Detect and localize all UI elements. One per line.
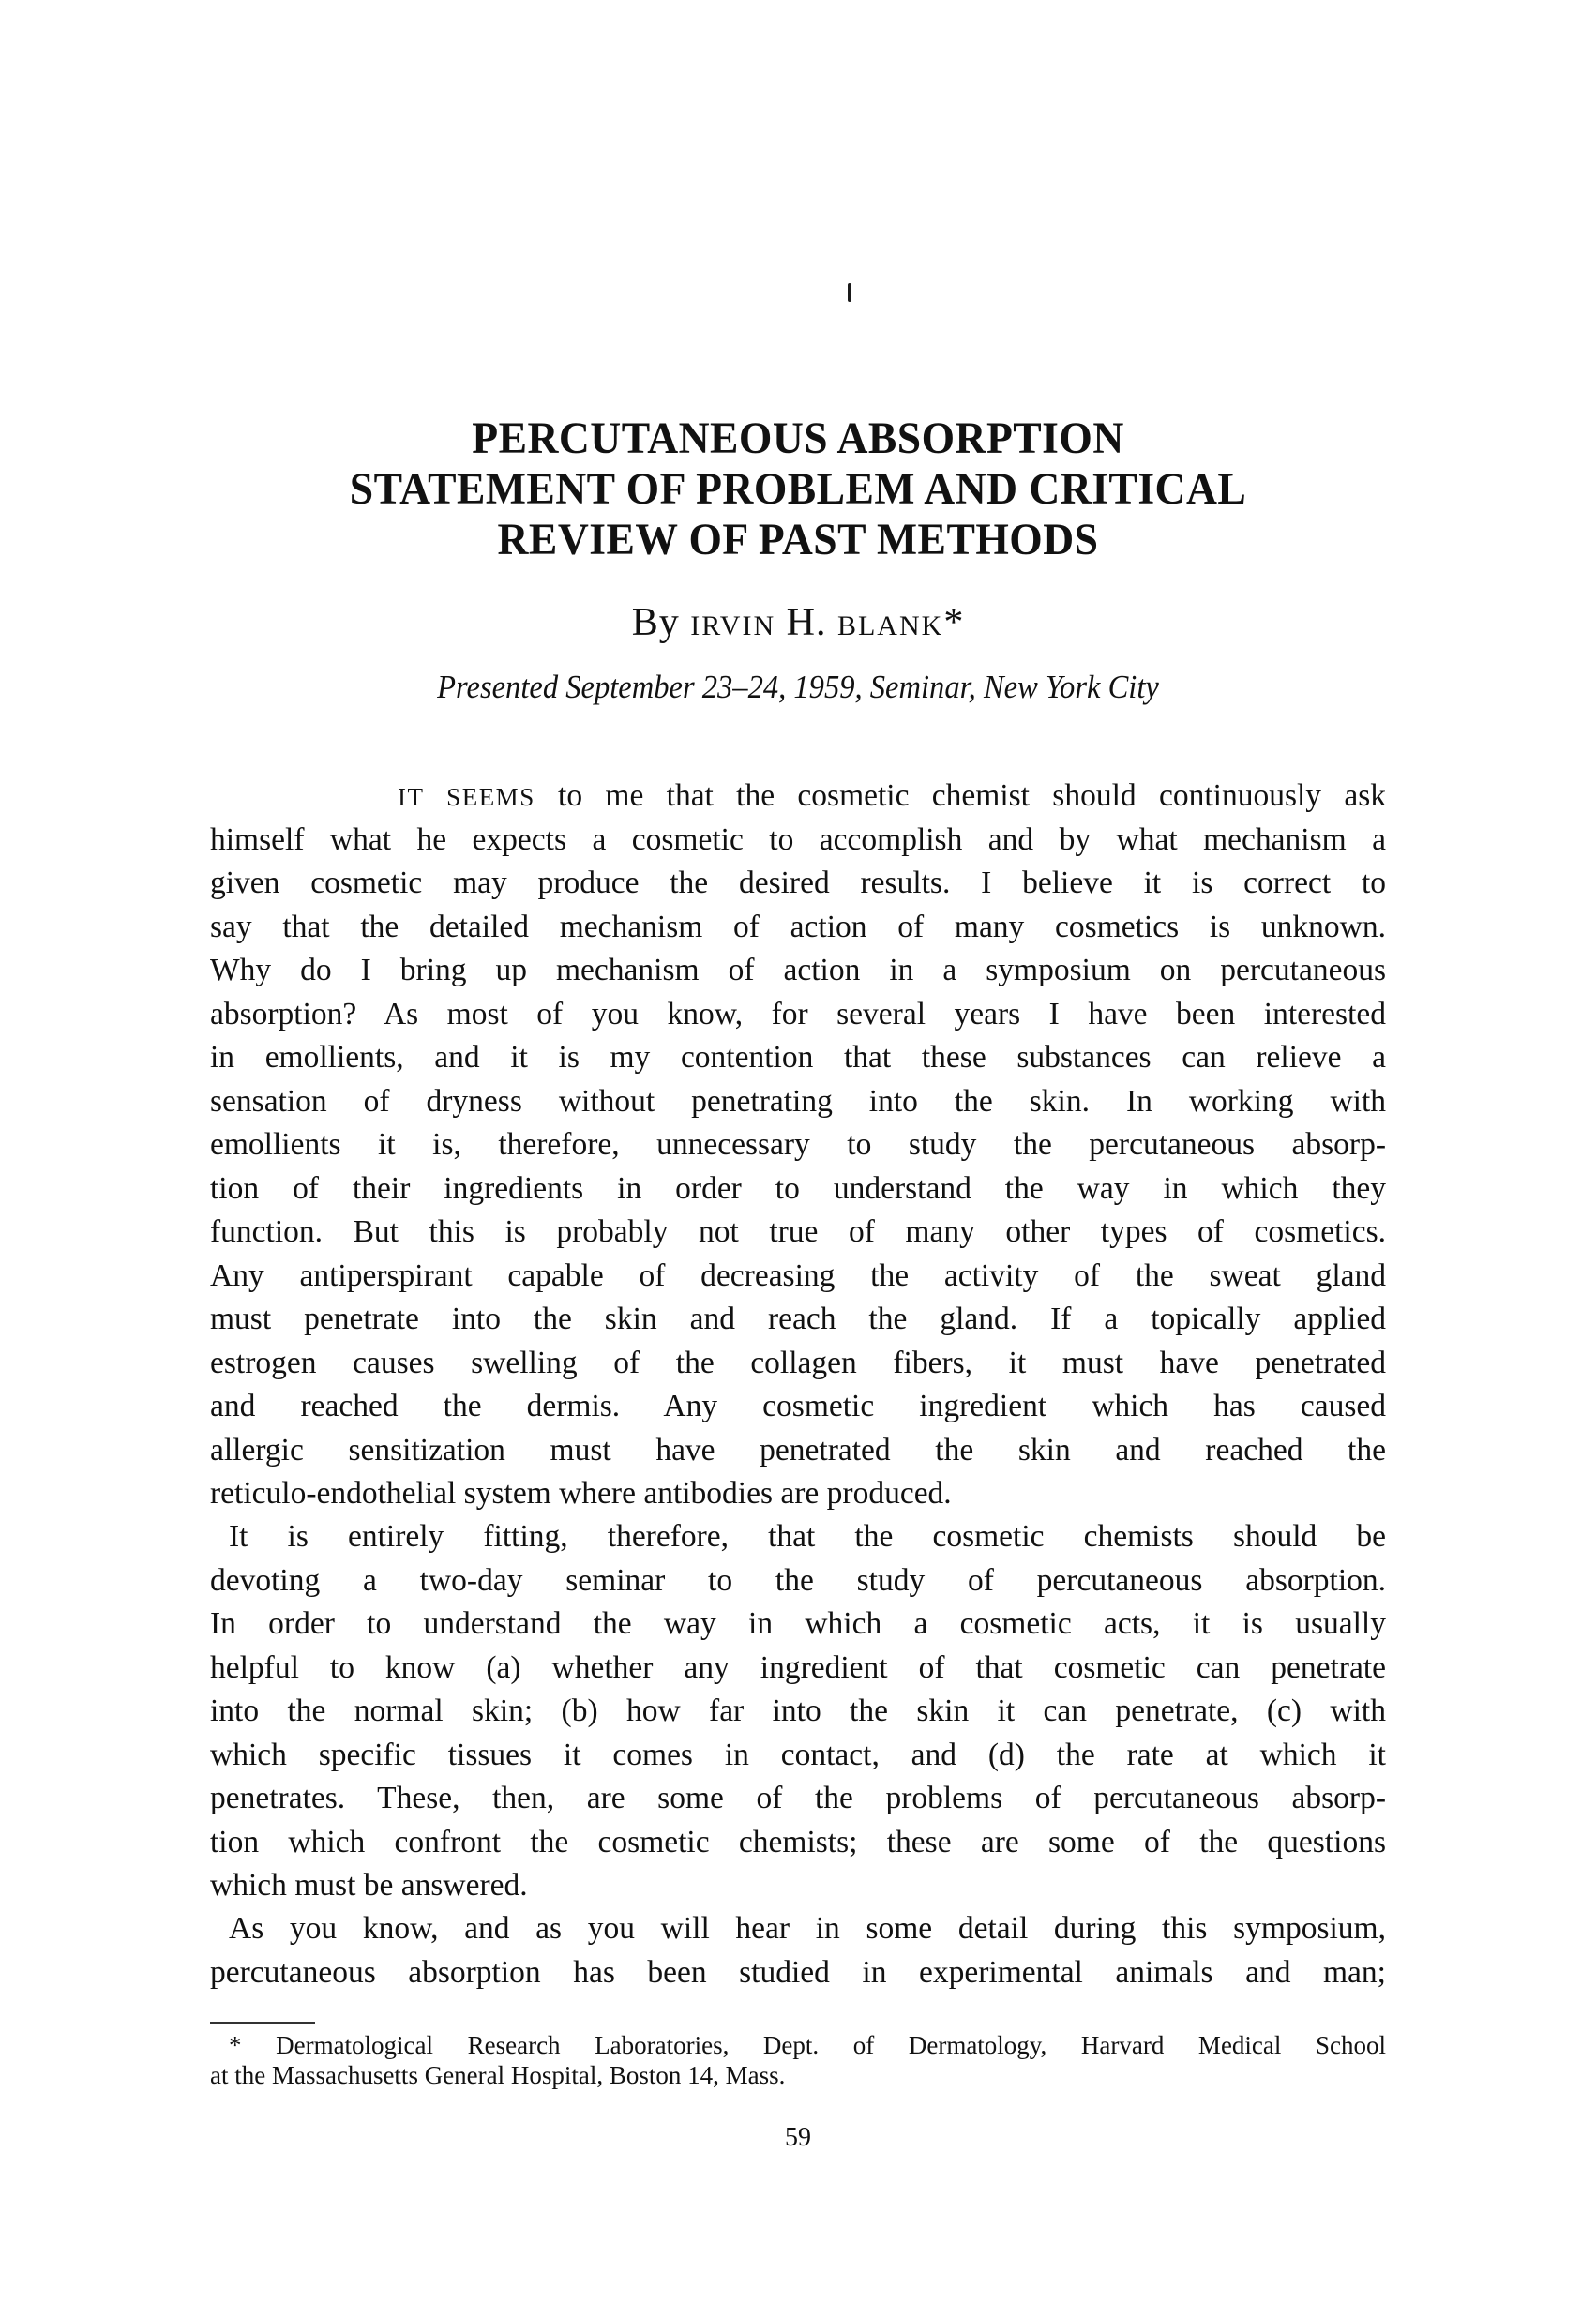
footnote	[210, 2030, 1386, 2090]
text-line: say that the detailed mechanism of action of many cosmetics is unknown.	[210, 909, 1386, 944]
text-line: In order to understand the way in which a cosmetic acts, it is usually	[210, 1606, 1386, 1641]
lead-in-smallcaps: IT SEEMS	[398, 783, 535, 811]
text-line: tion which confront the cosmetic chemists; these are some of the questions	[210, 1824, 1386, 1859]
footnote-line: at the Massachusetts General Hospital, Boston 14, Mass.	[210, 2061, 786, 2089]
text-line: IT SEEMS to me that the cosmetic chemist should continuously ask	[398, 778, 1387, 813]
title-line-3: REVIEW OF PAST METHODS	[497, 515, 1099, 564]
text-line: reticulo-endothelial system where antibodies are produced.	[210, 1476, 952, 1511]
author-first-name: IRVIN	[690, 610, 776, 641]
paragraph-2	[210, 1515, 1386, 1908]
text-line: into the normal skin; (b) how far into the skin it can penetrate, (c) with	[210, 1693, 1386, 1728]
byline-by: By	[631, 601, 680, 644]
text-line: Any antiperspirant capable of decreasing the activity of the sweat gland	[210, 1257, 1386, 1293]
text-line: and reached the dermis. Any cosmetic ingredient which has caused	[210, 1389, 1386, 1423]
footnote-line: * Dermatological Research Laboratories, Dept. of Dermatology, Harvard Medical School	[229, 2031, 1386, 2059]
footnote-divider	[210, 2022, 315, 2024]
text-line: himself what he expects a cosmetic to accomplish and by what mechanism a	[210, 821, 1386, 857]
scan-mark	[848, 283, 851, 302]
text-line: function. But this is probably not true of many other types of cosmetics.	[210, 1214, 1386, 1249]
text-line: allergic sensitization must have penetrated the skin and reached the	[210, 1432, 1386, 1468]
author-byline	[0, 601, 1596, 648]
text-line: sensation of dryness without penetrating into the skin. In working with	[210, 1083, 1386, 1119]
page-number: 59	[785, 2123, 811, 2152]
text-line: Why do I bring up mechanism of action in a symposium on percutaneous	[210, 953, 1386, 987]
text-line: must penetrate into the skin and reach the gland. If a topically applied	[210, 1302, 1386, 1336]
footnote-marker: *	[943, 601, 965, 644]
text-line: helpful to know (a) whether any ingredient of that cosmetic can penetrate	[210, 1649, 1386, 1685]
title-line-2: STATEMENT OF PROBLEM AND CRITICAL	[349, 464, 1247, 514]
text-line: given cosmetic may produce the desired results. I believe it is correct to	[210, 866, 1386, 900]
text-line: It is entirely fitting, therefore, that the cosmetic chemists should be	[229, 1519, 1386, 1554]
text-line: percutaneous absorption has been studied in experimental animals and man;	[210, 1954, 1386, 1990]
author-last-name: BLANK	[836, 610, 944, 641]
text-line: which specific tissues it comes in contact, and (d) the rate at which it	[210, 1737, 1386, 1772]
text-line: devoting a two-day seminar to the study of percutaneous absorption.	[210, 1562, 1386, 1598]
text-line: As you know, and as you will hear in some detail during this symposium,	[229, 1911, 1386, 1946]
title-line-1: PERCUTANEOUS ABSORPTION	[472, 414, 1124, 463]
text-line: tion of their ingredients in order to understand the way in which they	[210, 1170, 1386, 1206]
text-line: in emollients, and it is my contention that these substances can relieve a	[210, 1040, 1386, 1075]
paragraph-1	[210, 775, 1386, 1516]
paragraph-3	[210, 1907, 1386, 1994]
text-line: estrogen causes swelling of the collagen fibers, it must have penetrated	[210, 1345, 1386, 1380]
text-line: emollients it is, therefore, unnecessary to study the percutaneous absorp-	[210, 1127, 1386, 1162]
text-line: which must be answered.	[210, 1868, 528, 1903]
author-middle-initial: H.	[786, 601, 827, 644]
presentation-note: Presented September 23–24, 1959, Seminar, New York City	[437, 669, 1159, 705]
text-line: penetrates. These, then, are some of the problems of percutaneous absorp-	[210, 1781, 1386, 1815]
text-line: absorption? As most of you know, for several years I have been interested	[210, 996, 1386, 1031]
